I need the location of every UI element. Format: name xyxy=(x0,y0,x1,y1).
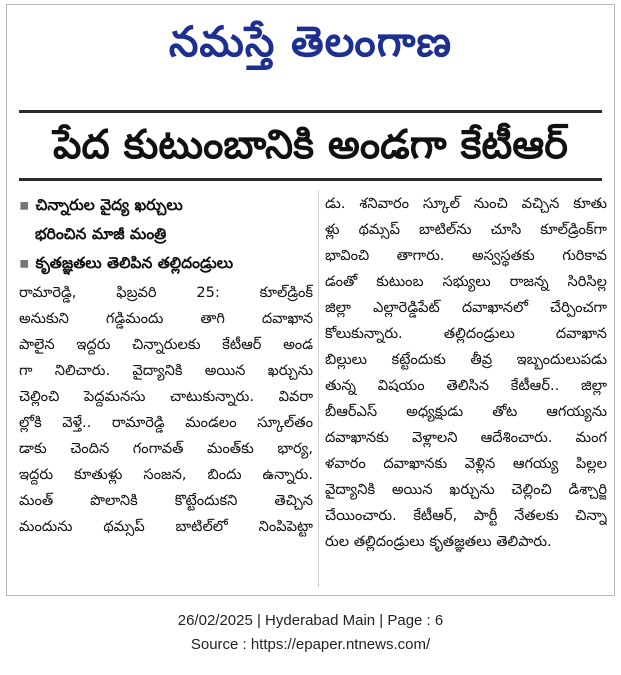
body-line: డు. శనివారం స్కూల్ నుంచి వచ్చిన కూతు xyxy=(325,195,607,212)
body-line: వైద్యానికి అయిన ఖర్చును చెల్లించి డిశ్చార్జి xyxy=(325,481,607,498)
newspaper-masthead: నమస్తే తెలంగాణ xyxy=(168,17,453,66)
bullet-icon: ▪ xyxy=(19,254,30,272)
article-column-right xyxy=(325,191,607,591)
body-line: మంత్ పొలానికి కొట్టేందుకని తెచ్చిన xyxy=(19,492,313,509)
body-line: ఇద్దరు కూతుళ్లు సంజన, బిందు ఉన్నారు. xyxy=(19,466,313,483)
body-line: గా నిలిచారు. వైద్యానికి అయిన ఖర్చును xyxy=(19,362,313,379)
body-line: డాకు చెందిన గంగావత్ మంత్‌కు భార్య, xyxy=(19,440,313,457)
body-line: అనుకుని గడ్డిమందు తాగి దవాఖాన xyxy=(19,310,313,327)
body-line: కోలుకున్నారు. తల్లిదండ్రులు దవాఖాన xyxy=(325,325,607,342)
body-line: డంతో కుటుంబ సభ్యులు రాజన్న సిరిసిల్ల xyxy=(325,273,607,290)
body-line: పాలైన ఇద్దరు చిన్నారులకు కేటీఆర్ అండ xyxy=(19,336,313,353)
body-line: ళవారం దవాఖానకు వెళ్లిన ఆగయ్య పిల్లల xyxy=(325,455,607,472)
body-line: రామారెడ్డి, ఫిబ్రవరి 25: కూల్‌డ్రింక్ xyxy=(19,284,313,301)
column-divider xyxy=(318,191,319,587)
body-line: ళ్లు థమ్సప్ బాటిల్‌ను చూసి కూల్‌డ్రింక్‌గా xyxy=(325,221,607,238)
bullet-text: భరించిన మాజీ మంత్రి xyxy=(35,225,167,243)
article-headline: పేద కుటుంబానికి అండగా కేటీఆర్ xyxy=(53,122,568,168)
summary-bullet xyxy=(19,249,313,278)
clipping-source: Source : https://epaper.ntnews.com/ xyxy=(190,636,431,653)
bullet-icon: ▪ xyxy=(19,196,30,214)
body-line: చేయించారు. కేటీఆర్, పార్టీ నేతలకు చిన్నా xyxy=(325,507,607,524)
newspaper-clipping xyxy=(6,4,615,596)
article-column-left xyxy=(19,191,313,591)
headline-rule-bottom xyxy=(19,178,602,181)
body-line: బీఆర్‌ఎస్ అధ్యక్షుడు తోట ఆగయ్యను xyxy=(325,403,607,420)
body-line: బిల్లులు కట్టేందుకు తీవ్ర ఇబ్బందులుపడు xyxy=(325,351,607,368)
bullet-text: చిన్నారుల వైద్య ఖర్చులు xyxy=(35,196,183,214)
body-line: తున్న విషయం తెలిసిన కేటీఆర్.. జిల్లా xyxy=(325,377,607,394)
article-body-left xyxy=(19,280,313,540)
clipping-date-edition: 26/02/2025 | Hyderabad Main | Page : 6 xyxy=(177,612,444,629)
body-line: మందును థమ్సప్ బాటిల్‌లో నింపిపెట్టా xyxy=(19,518,313,535)
summary-bullet xyxy=(19,191,313,249)
bullet-text: కృతజ్ఞతలు తెలిపిన తల్లిదండ్రులు xyxy=(35,254,234,272)
body-line: భావించి తాగారు. అస్వస్థతకు గురికావ xyxy=(325,247,607,264)
body-line: జిల్లా ఎల్లారెడ్డిపేట్ దవాఖానలో చేర్పించగా xyxy=(325,299,607,316)
body-line: రుల తల్లిదండ్రులు కృతజ్ఞతలు తెలిపారు. xyxy=(325,533,552,550)
body-line: దవాఖానకు వెళ్లాలని ఆదేశించారు. మంగ xyxy=(325,429,607,446)
body-line: ల్లోకి వెళ్తే.. రామారెడ్డి మండలం స్కూల్‌తం xyxy=(19,414,313,431)
body-line: చెల్లించి పెద్దమనసు చాటుకున్నారు. వివరా xyxy=(19,388,313,405)
